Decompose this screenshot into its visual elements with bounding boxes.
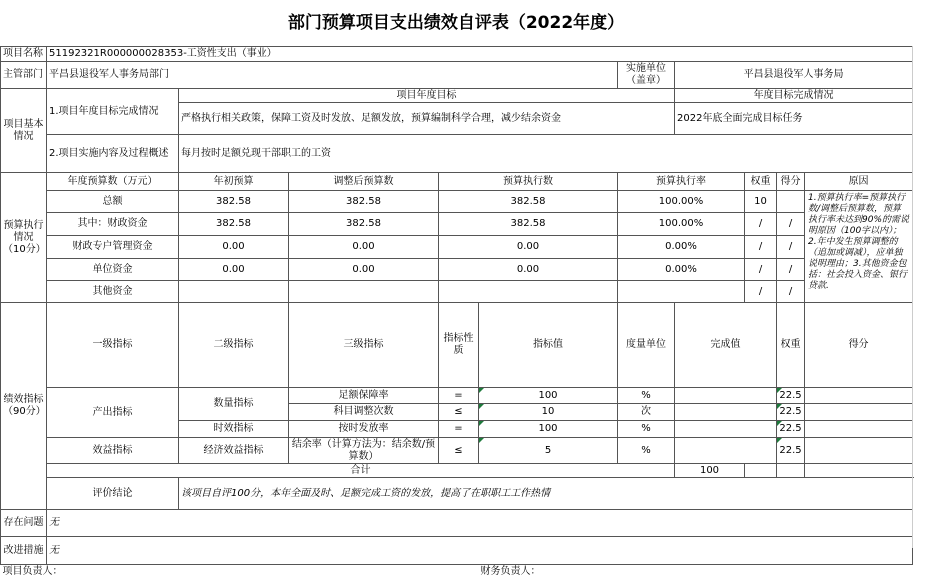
budget-row-label: 单位资金 [47, 259, 179, 281]
budget-row-score: / [777, 281, 805, 303]
budget-row-adjusted: 0.00 [289, 236, 439, 259]
perf-header-unit: 度量单位 [618, 303, 675, 388]
perf-row-nature: ≤ [439, 404, 479, 421]
total-reason [777, 464, 805, 478]
budget-header-reason: 原因 [805, 173, 913, 191]
problems-label: 存在问题 [1, 510, 47, 537]
perf-header-score: 得分 [805, 303, 913, 388]
perf-row-completion [675, 388, 777, 404]
evaluation-table [0, 46, 913, 580]
problems-text: 无 [47, 510, 913, 537]
budget-header-year: 年度预算数（万元） [47, 173, 179, 191]
budget-row-label: 其中：财政资金 [47, 213, 179, 236]
perf-row-weight: 22.5 [777, 388, 805, 404]
total-weight: 100 [675, 464, 745, 478]
measures-text: 无 [47, 537, 913, 565]
basic-section-label: 项目基本情况 [1, 89, 47, 173]
output-indicator-label: 产出指标 [47, 388, 179, 438]
budget-row-initial: 0.00 [179, 259, 289, 281]
budget-header-weight: 权重 [745, 173, 777, 191]
budget-row-label: 财政专户管理资金 [47, 236, 179, 259]
perf-row-level3: 足额保障率 [289, 388, 439, 404]
basic-row2-content: 每月按时足额兑现干部职工的工资 [179, 135, 913, 173]
perf-header-level2: 二级指标 [179, 303, 289, 388]
budget-row-rate: 100.00% [618, 191, 745, 213]
perf-row-unit: % [618, 421, 675, 438]
budget-reason-note: 1.预算执行率=预算执行数/调整后预算数，预算执行率未达到90%的需说明原因（100字以内）；2.年中发生预算调整的（追加或调减），应单独说明理由；3.其他资金包括：社会投入资金、银行贷款. [805, 191, 913, 303]
project-name-label: 项目名称 [1, 47, 47, 62]
finance-owner-label: 财务负责人： [479, 565, 913, 580]
quantity-indicator-label: 数量指标 [179, 388, 289, 421]
perf-row-score [805, 404, 913, 421]
project-name-value: 51192321R000000028353-工资性支出（事业） [47, 47, 913, 62]
dept-value: 平昌县退役军人事务局部门 [47, 62, 618, 89]
perf-header-level3: 三级指标 [289, 303, 439, 388]
budget-row-initial [179, 281, 289, 303]
budget-row-adjusted: 382.58 [289, 213, 439, 236]
budget-row-weight: / [745, 281, 777, 303]
completion-header: 年度目标完成情况 [675, 89, 913, 103]
budget-row-adjusted: 382.58 [289, 191, 439, 213]
budget-row-initial: 0.00 [179, 236, 289, 259]
budget-row-executed: 382.58 [439, 191, 618, 213]
impl-unit-label: 实施单位（盖章） [618, 62, 675, 89]
perf-row-value: 100 [479, 388, 618, 404]
total-label: 合计 [47, 464, 675, 478]
perf-row-completion [675, 404, 777, 421]
perf-row-level3: 科目调整次数 [289, 404, 439, 421]
budget-row-initial: 382.58 [179, 213, 289, 236]
perf-header-level1: 一级指标 [47, 303, 179, 388]
budget-section-label: 预算执行情况（10分） [1, 173, 47, 303]
perf-row-nature: ≤ [439, 438, 479, 464]
budget-row-executed [439, 281, 618, 303]
budget-row-score: / [777, 236, 805, 259]
perf-row-unit: 次 [618, 404, 675, 421]
total-score [745, 464, 777, 478]
perf-row-nature: = [439, 388, 479, 404]
impl-unit-value: 平昌县退役军人事务局 [675, 62, 913, 89]
budget-header-executed: 预算执行数 [439, 173, 618, 191]
time-indicator-label: 时效指标 [179, 421, 289, 438]
measures-label: 改进措施 [1, 537, 47, 565]
perf-row-weight: 22.5 [777, 421, 805, 438]
budget-row-label: 其他资金 [47, 281, 179, 303]
perf-row-completion [675, 421, 777, 438]
goal-header: 项目年度目标 [179, 89, 675, 103]
budget-row-weight: 10 [745, 191, 777, 213]
budget-row-rate: 0.00% [618, 236, 745, 259]
budget-row-initial: 382.58 [179, 191, 289, 213]
perf-header-value: 指标值 [479, 303, 618, 388]
basic-row1-label: 1.项目年度目标完成情况 [47, 89, 179, 135]
perf-row-unit: % [618, 388, 675, 404]
budget-row-executed: 0.00 [439, 236, 618, 259]
dept-label: 主管部门 [1, 62, 47, 89]
budget-header-rate: 预算执行率 [618, 173, 745, 191]
perf-header-nature: 指标性质 [439, 303, 479, 388]
conclusion-text: 该项目自评100分，本年全面及时、足额完成工资的发放，提高了在职职工工作热情 [179, 478, 913, 510]
basic-row1-completion: 2022年底全面完成目标任务 [675, 103, 913, 135]
budget-row-score [777, 191, 805, 213]
economic-indicator-label: 经济效益指标 [179, 438, 289, 464]
budget-row-rate [618, 281, 745, 303]
budget-row-label: 总额 [47, 191, 179, 213]
perf-row-value: 5 [479, 438, 618, 464]
perf-row-weight: 22.5 [777, 438, 805, 464]
perf-row-unit: % [618, 438, 675, 464]
budget-row-rate: 100.00% [618, 213, 745, 236]
perf-row-score [805, 421, 913, 438]
budget-row-weight: / [745, 213, 777, 236]
budget-row-weight: / [745, 236, 777, 259]
perf-header-completion: 完成值 [675, 303, 777, 388]
perf-row-weight: 22.5 [777, 404, 805, 421]
budget-row-rate: 0.00% [618, 259, 745, 281]
budget-row-executed: 0.00 [439, 259, 618, 281]
budget-row-executed: 382.58 [439, 213, 618, 236]
perf-row-score [805, 388, 913, 404]
perf-row-value: 100 [479, 421, 618, 438]
conclusion-label: 评价结论 [47, 478, 179, 510]
budget-row-score: / [777, 213, 805, 236]
perf-row-level3: 结余率（计算方法为：结余数/预算数） [289, 438, 439, 464]
budget-row-adjusted: 0.00 [289, 259, 439, 281]
perf-row-completion [675, 438, 777, 464]
budget-row-score: / [777, 259, 805, 281]
sheet-edge [912, 46, 913, 548]
perf-row-value: 10 [479, 404, 618, 421]
benefit-indicator-label: 效益指标 [47, 438, 179, 464]
budget-header-adjusted: 调整后预算数 [289, 173, 439, 191]
basic-row2-label: 2.项目实施内容及过程概述 [47, 135, 179, 173]
perf-row-nature: = [439, 421, 479, 438]
basic-row1-goal: 严格执行相关政策，保障工资及时发放、足额发放，预算编制科学合理，减少结余资金 [179, 103, 675, 135]
budget-header-initial: 年初预算 [179, 173, 289, 191]
perf-row-score [805, 438, 913, 464]
perf-row-level3: 按时发放率 [289, 421, 439, 438]
budget-header-score: 得分 [777, 173, 805, 191]
budget-row-adjusted [289, 281, 439, 303]
performance-section-label: 绩效指标（90分） [1, 303, 47, 510]
budget-row-weight: / [745, 259, 777, 281]
project-owner-label: 项目负责人： [1, 565, 479, 580]
perf-header-weight: 权重 [777, 303, 805, 388]
page-title: 部门预算项目支出绩效自评表（2022年度） [287, 13, 625, 33]
